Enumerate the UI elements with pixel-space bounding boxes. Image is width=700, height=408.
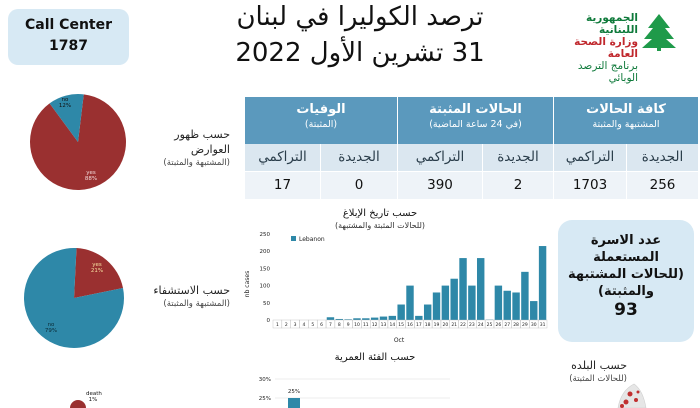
family-number: 93 <box>614 300 638 320</box>
logo-line1: الجمهورية اللبنانية <box>585 12 638 36</box>
bar-oct-28 <box>512 292 519 320</box>
header-confirmed-subtitle: (في 24 ساعة الماضية) <box>429 119 522 130</box>
bar-oct-30 <box>530 301 537 320</box>
y-axis-label: nb cases <box>244 270 251 298</box>
hospital-pie-chart <box>22 246 126 350</box>
y-ticks <box>260 232 271 324</box>
map-fragment <box>610 380 650 408</box>
age-bar-label: 25% <box>287 389 301 395</box>
pie1-yes-pct: 88% <box>84 176 98 182</box>
bars <box>327 246 547 320</box>
bar-oct-22 <box>459 258 466 320</box>
pie2-yes-pct: 21% <box>90 268 104 274</box>
y-tick-label: 200 <box>259 249 270 256</box>
logo-line3: برنامج الترصد الوبائي <box>577 60 638 84</box>
x-tick-label: 2 <box>284 323 288 328</box>
death-pie-name: death <box>86 391 102 397</box>
death-pie-chart <box>70 396 84 408</box>
x-tick-label: 21 <box>451 323 458 328</box>
page-date: 31 تشرين الأول 2022 <box>235 38 485 68</box>
pie1-yes-name: yes <box>86 170 96 176</box>
report-date-bar-chart <box>245 228 550 348</box>
val-conf-cum: 390 <box>398 172 483 199</box>
pie1-no-label <box>58 97 72 109</box>
x-tick-label: 27 <box>504 323 511 328</box>
legend-swatch <box>291 236 296 241</box>
x-tick-label: 22 <box>460 323 466 328</box>
y-tick-label: 0 <box>266 318 270 324</box>
bar-oct-19 <box>433 292 440 320</box>
call-center-label: Call Center <box>24 17 113 33</box>
hospital-label <box>140 283 230 310</box>
x-axis-label: Oct <box>393 337 405 344</box>
pie2-no-label <box>44 322 58 334</box>
bar-oct-21 <box>450 279 457 320</box>
age-bar <box>288 398 300 408</box>
y-tick-label: 150 <box>259 266 270 273</box>
x-tick-label: 20 <box>442 323 449 328</box>
x-tick-label: 9 <box>346 323 350 328</box>
hospital-label-sub: (المشتبهة والمثبتة) <box>163 299 230 309</box>
age-caption <box>325 352 425 364</box>
x-tick-label: 28 <box>513 323 519 328</box>
header-deaths-title: الوفيات <box>296 102 346 117</box>
header-deaths-subtitle: (المثبتة) <box>304 119 338 130</box>
family-line1: عدد الاسرة <box>590 233 662 248</box>
header-confirmed <box>398 97 554 144</box>
death-pie-label <box>86 391 100 403</box>
pie2-no-name: no <box>47 322 55 328</box>
bar-oct-24 <box>477 258 484 320</box>
x-tick-label: 18 <box>424 323 431 328</box>
y-tick-label: 250 <box>259 232 270 238</box>
symptoms-label-sub: (المشتبهة والمثبتة) <box>163 158 230 168</box>
x-tick-label: 31 <box>539 323 546 328</box>
page-title: ترصد الكوليرا في لبنان <box>236 2 484 32</box>
bar-oct-31 <box>539 246 546 320</box>
bar-oct-11 <box>362 318 369 320</box>
y-tick-label: 100 <box>259 283 270 290</box>
col-all-new: الجديدة <box>627 144 699 171</box>
x-tick-label: 4 <box>302 323 306 328</box>
pie2-yes-label <box>90 262 104 274</box>
x-tick-label: 13 <box>380 323 387 328</box>
bar-oct-27 <box>504 291 511 320</box>
header-confirmed-title: الحالات المثبتة <box>429 102 522 117</box>
x-tick-label: 14 <box>389 323 396 328</box>
x-tick-label: 30 <box>530 323 537 328</box>
cedar-logo-icon <box>640 12 678 52</box>
x-tick-label: 23 <box>469 323 475 328</box>
age-caption-main: حسب الفئة العمرية <box>334 352 416 363</box>
x-tick-label: 1 <box>275 323 279 328</box>
header-all-cases-title: كافة الحالات <box>586 102 666 117</box>
x-tick-label: 29 <box>522 323 528 328</box>
x-tick-label: 10 <box>354 323 360 328</box>
bar-oct-29 <box>521 272 528 320</box>
header-all-cases-subtitle: المشتبهة والمثبتة <box>592 119 660 130</box>
val-death-cum: 17 <box>245 172 321 199</box>
legend-label: Lebanon <box>299 236 325 243</box>
symptoms-label-line1: حسب ظهور <box>174 128 230 141</box>
bar-oct-16 <box>406 286 413 320</box>
x-tick-label: 6 <box>320 323 324 328</box>
x-tick-label: 15 <box>398 323 405 328</box>
bar-oct-23 <box>468 286 475 320</box>
bar-oct-20 <box>442 286 449 320</box>
family-line4: والمثبتة) <box>598 284 654 299</box>
town-label-line1: حسب البلده <box>571 359 627 372</box>
stats-table <box>245 97 699 201</box>
x-tick-label: 12 <box>371 323 378 328</box>
col-all-cum: التراكمي <box>554 144 627 171</box>
val-all-cum: 1703 <box>554 172 627 199</box>
x-tick-label: 3 <box>293 323 297 328</box>
x-tick-label: 24 <box>477 323 484 328</box>
pie2-no-pct: 79% <box>44 328 58 334</box>
bar-oct-26 <box>495 286 502 320</box>
pie1-no-pct: 12% <box>58 103 72 109</box>
logo-line2: وزارة الصحة العامة <box>574 36 638 60</box>
col-conf-new: الجديدة <box>483 144 554 171</box>
symptoms-label <box>140 127 230 169</box>
pie1-yes-label <box>84 170 98 182</box>
bar-oct-7 <box>327 317 334 320</box>
family-count-box <box>558 220 694 342</box>
col-death-new: الجديدة <box>321 144 398 171</box>
age-y-tick-30: 30% <box>258 377 271 383</box>
pie1-no-name: no <box>61 97 69 103</box>
x-tick-label: 8 <box>337 323 341 328</box>
call-center-box <box>8 9 129 65</box>
x-tick-label: 7 <box>329 323 332 328</box>
hospital-label-line1: حسب الاستشفاء <box>153 284 230 297</box>
family-line3: (للحالات المشتبهة <box>567 267 684 282</box>
bar-oct-17 <box>415 316 422 320</box>
bar-oct-18 <box>424 305 431 320</box>
age-y-tick-25: 25% <box>258 396 271 402</box>
ministry-logo-text <box>546 12 638 84</box>
x-tick-label: 5 <box>311 323 315 328</box>
bar-oct-10 <box>353 318 360 320</box>
bar-oct-15 <box>397 305 404 320</box>
symptoms-pie-chart <box>28 92 132 192</box>
x-tick-label: 17 <box>415 323 422 328</box>
bar-oct-12 <box>371 318 378 320</box>
val-conf-new: 2 <box>483 172 554 199</box>
x-ticks <box>273 320 547 328</box>
bar-oct-13 <box>380 317 387 320</box>
pie2-yes-name: yes <box>92 262 102 268</box>
header-all-cases <box>554 97 699 144</box>
age-bar-chart <box>255 372 455 408</box>
y-tick-label: 50 <box>263 300 270 307</box>
header-deaths <box>245 97 398 144</box>
symptoms-label-line2: العوارض <box>190 143 230 156</box>
x-tick-label: 19 <box>433 323 440 328</box>
val-all-new: 256 <box>627 172 699 199</box>
town-label-sub: (للحالات المثبتة) <box>569 374 627 384</box>
val-death-new: 0 <box>321 172 398 199</box>
x-tick-label: 26 <box>495 323 502 328</box>
x-tick-label: 11 <box>362 323 369 328</box>
col-conf-cum: التراكمي <box>398 144 483 171</box>
call-center-number: 1787 <box>49 38 88 54</box>
x-tick-label: 25 <box>486 323 493 328</box>
family-line2: المستعملة <box>593 250 659 265</box>
report-date-caption-main: حسب تاريخ الإبلاغ <box>342 208 418 219</box>
col-death-cum: التراكمي <box>245 144 321 171</box>
bar-oct-14 <box>389 316 396 320</box>
death-pie-pct: 1% <box>88 397 98 403</box>
x-tick-label: 16 <box>407 323 413 328</box>
report-date-caption-sub: (للحالات المثبتة والمشتبهة) <box>334 221 425 230</box>
